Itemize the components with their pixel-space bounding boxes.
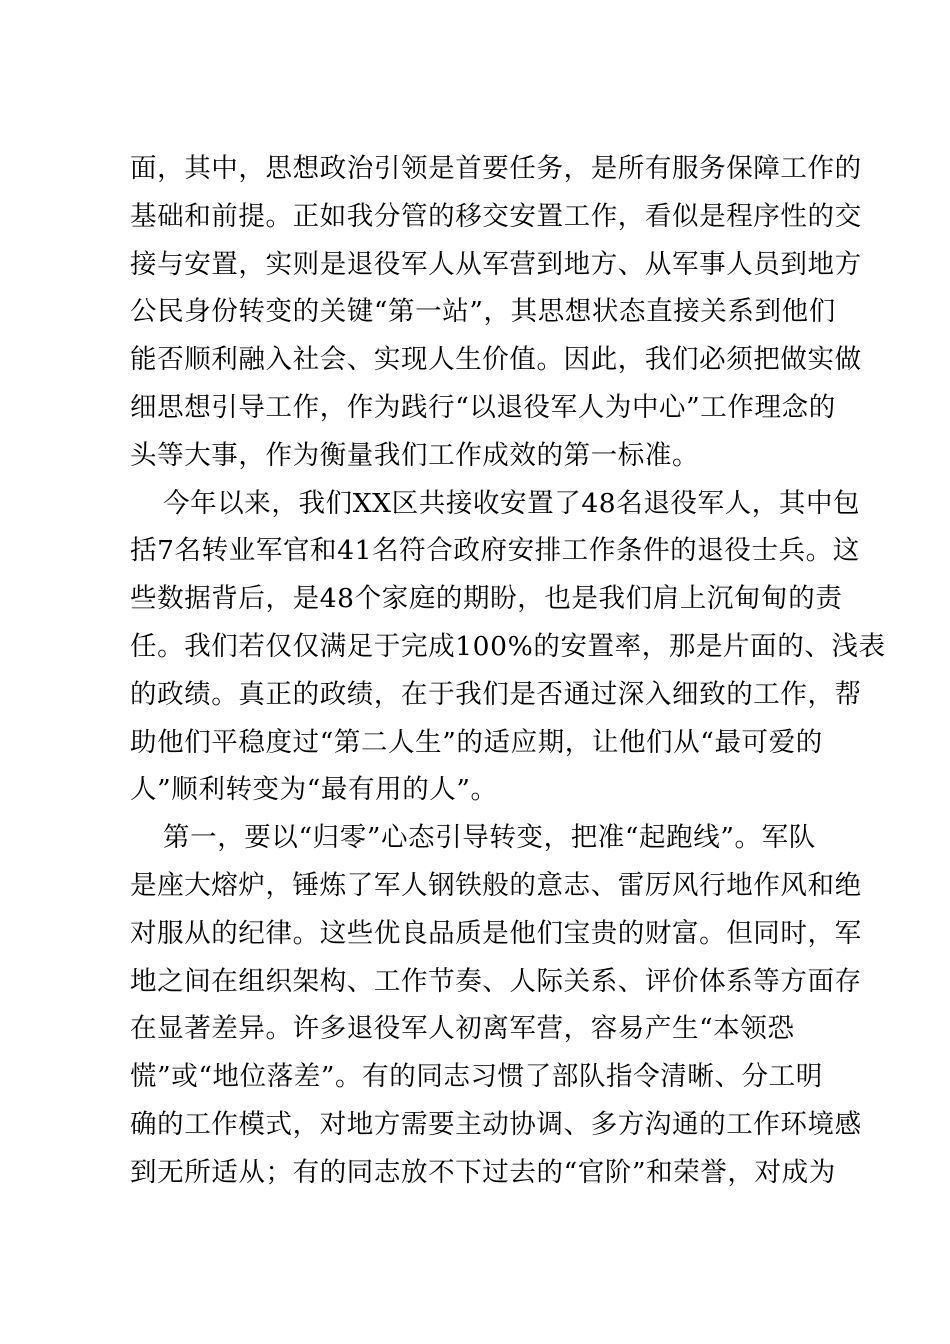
text-line: 面，其中，思想政治引领是首要任务，是所有服务保障工作的	[130, 153, 862, 184]
text-line: 些数据背后，是48个家庭的期盼，也是我们肩上沉甸甸的责	[130, 583, 843, 615]
text-line: 人”顺利转变为“最有用的人”。	[130, 774, 498, 806]
text-line: 确的工作模式，对地方需要主动协调、多方沟通的工作环境感	[130, 1108, 862, 1140]
text-line: 基础和前提。正如我分管的移交安置工作，看似是程序性的交	[130, 200, 862, 232]
text-line: 任。我们若仅仅满足于完成100%的安置率，那是片面的、浅表	[130, 630, 886, 662]
text-line: 助他们平稳度过“第二人生”的适应期，让他们从“最可爱的	[130, 726, 823, 758]
text-line: 在显著差异。许多退役军人初离军营，容易产生“本领恐	[130, 1013, 795, 1045]
text-line: 能否顺利融入社会、实现人生价值。因此，我们必须把做实做	[130, 344, 862, 376]
text-line: 头等大事，作为衡量我们工作成效的第一标准。	[130, 439, 700, 471]
text-line: 是座大熔炉，锤炼了军人钢铁般的意志、雷厉风行地作风和绝	[130, 869, 862, 901]
text-line: 公民身份转变的关键“第一站”，其思想状态直接关系到他们	[130, 296, 836, 328]
body-text	[130, 145, 886, 1197]
text-line: 括7名转业军官和41名符合政府安排工作条件的退役士兵。这	[130, 535, 860, 567]
text-line: 地之间在组织架构、工作节奏、人际关系、评价体系等方面存	[130, 965, 862, 997]
text-line: 对服从的纪律。这些优良品质是他们宝贵的财富。但同时，军	[130, 917, 862, 949]
text-line: 到无所适从；有的同志放不下过去的“官阶”和荣誉，对成为	[130, 1156, 836, 1188]
text-line: 的政绩。真正的政绩，在于我们是否通过深入细致的工作，帮	[130, 678, 862, 710]
text-line: 细思想引导工作，作为践行“以退役军人为中心”工作理念的	[130, 391, 836, 423]
text-line: 接与安置，实则是退役军人从军营到地方、从军事人员到地方	[130, 248, 862, 280]
text-line: 第一，要以“归零”心态引导转变，把准“起跑线”。军队	[163, 822, 816, 854]
text-line: 慌”或“地位落差”。有的同志习惯了部队指令清晰、分工明	[130, 1061, 823, 1093]
text-line: 今年以来，我们XX区共接收安置了48名退役军人，其中包	[163, 487, 861, 519]
